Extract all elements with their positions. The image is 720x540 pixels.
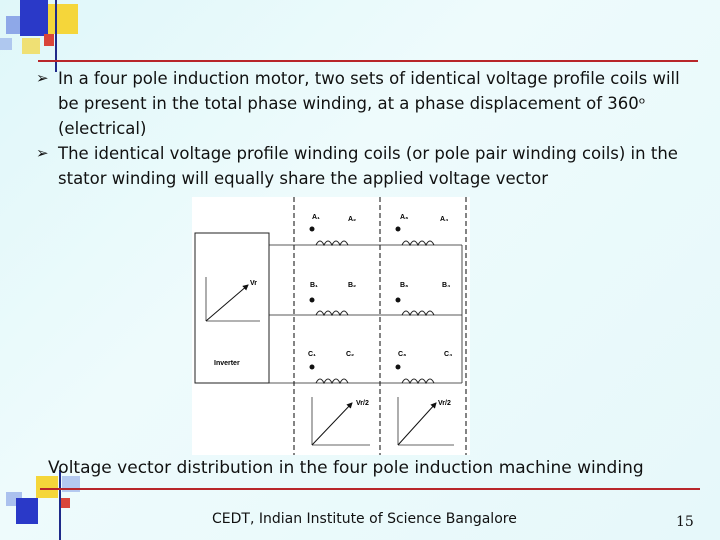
- coil-label-b4: B₄: [442, 282, 451, 289]
- footer-separator-line: [40, 488, 700, 490]
- half-vector-label: Vr/2: [438, 400, 451, 407]
- decor-square: [16, 498, 38, 524]
- bullet-item: [36, 141, 696, 191]
- coil-label-c2: C₂: [346, 351, 355, 358]
- coil-group-a: [316, 241, 434, 245]
- decor-square: [44, 34, 54, 46]
- coil-label-a3: A₃: [400, 214, 409, 221]
- arrow-bullet-icon: ➢: [36, 69, 49, 87]
- half-vector-arrow: [398, 403, 436, 445]
- arrow-bullet-icon: ➢: [36, 144, 49, 162]
- coil-label-c3: C₃: [398, 351, 407, 358]
- bullet-text: The identical voltage profile winding coils (or pole pair winding coils) in the stator winding will equally share the applied voltage vector: [58, 144, 678, 188]
- inverter-label: Inverter: [214, 360, 240, 367]
- coil-group-b: [316, 311, 434, 315]
- coil-label-b1: B₁: [310, 282, 318, 289]
- decor-square: [48, 4, 78, 34]
- decor-square: [20, 0, 48, 36]
- bullet-text: In a four pole induction motor, two sets of identical voltage profile coils will be present in the total phase winding, at a phase displacement of 360ᵒ (electrical): [58, 69, 680, 138]
- page-number: 15: [676, 514, 694, 530]
- voltage-vector-arrow: [206, 285, 248, 321]
- coil-label-a4: A₄: [440, 216, 449, 223]
- coil-label-b2: B₂: [348, 282, 357, 289]
- footer-text: CEDT, Indian Institute of Science Bangalore: [212, 511, 517, 527]
- coil-label-c1: C₁: [308, 351, 316, 358]
- bullet-list: [36, 66, 696, 191]
- half-vector-arrow: [312, 403, 352, 445]
- vector-label: Vr: [250, 280, 258, 287]
- winding-diagram: [192, 197, 470, 455]
- coil-label-b3: B₃: [400, 282, 409, 289]
- decor-square: [0, 38, 12, 50]
- decor-square: [60, 498, 70, 508]
- decor-vertical-line: [59, 470, 61, 540]
- coil-label-a1: A₁: [312, 214, 320, 221]
- coil-group-c: [316, 379, 434, 383]
- decor-square: [36, 476, 58, 498]
- decor-square: [22, 38, 40, 54]
- bullet-item: [36, 66, 696, 141]
- half-vector-label: Vr/2: [356, 400, 369, 407]
- figure-caption: Voltage vector distribution in the four pole induction machine winding: [48, 458, 644, 478]
- coil-label-a2: A₂: [348, 216, 357, 223]
- title-separator-line: [38, 60, 698, 62]
- coil-label-c4: C₄: [444, 351, 453, 358]
